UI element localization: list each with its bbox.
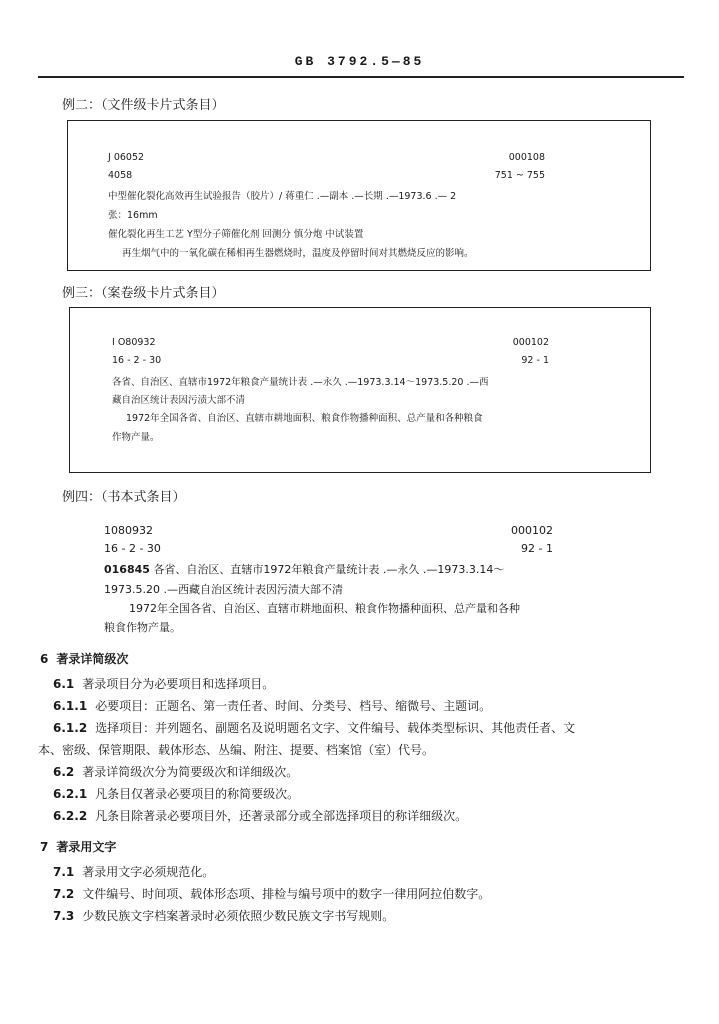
ex4-archive-number: 16 - 2 - 30 — [104, 542, 161, 555]
example-3-label: 例三：（案卷级卡片式条目） — [62, 286, 225, 301]
clause-6-1-number: 6.1 — [53, 677, 75, 691]
ex2-format-line: 张：16mm — [108, 210, 158, 221]
section-6-title: 著录详简级次 — [56, 652, 129, 666]
section-6-heading — [40, 650, 128, 667]
ex4-entry-number: 016845 — [104, 563, 150, 576]
clause-6-1-2 — [53, 719, 575, 736]
ex3-archive-number: 16 - 2 - 30 — [112, 355, 162, 366]
section-7-title: 著录用文字 — [56, 840, 117, 854]
section-7-heading — [40, 838, 116, 855]
section-6-number: 6 — [40, 652, 49, 666]
clause-6-2-1-number: 6.2.1 — [53, 787, 88, 801]
ex4-abstract-1: 1972年全国各省、自治区、直辖市耕地面积、粮食作物播种面积、总产量和各种 — [129, 602, 520, 615]
clause-7-3-text: 少数民族文字档案著录时必须依照少数民族文字书写规则。 — [82, 909, 395, 923]
ex2-abstract: 再生烟气中的一氧化碳在稀相再生器燃烧时，温度及停留时间对其燃烧反应的影响。 — [122, 248, 474, 259]
page-header: GB 3792.5—85 — [294, 54, 425, 69]
ex3-abstract-2: 作物产量。 — [112, 432, 160, 443]
example-2-label: 例二：（文件级卡片式条目） — [62, 98, 225, 113]
ex3-note-line: 藏自治区统计表因污渍大部不清 — [112, 395, 246, 406]
ex3-abstract-1: 1972年全国各省、自治区、直辖市耕地面积、粮食作物播种面积、总产量和各种粮食 — [126, 413, 483, 424]
clause-7-2-number: 7.2 — [53, 887, 75, 901]
ex2-archive-number: 4058 — [108, 170, 133, 181]
clause-6-1-text: 著录项目分为必要项目和选择项目。 — [82, 677, 275, 691]
example-3-card — [69, 307, 651, 473]
clause-6-2-number: 6.2 — [53, 765, 75, 779]
ex2-film-number: 000108 — [508, 152, 545, 163]
clause-6-2-2-text: 凡条目除著录必要项目外，还著录部分或全部选择项目的称详细级次。 — [95, 809, 468, 823]
ex3-item-range: 92 - 1 — [521, 355, 549, 366]
ex3-film-number: 000102 — [512, 337, 549, 348]
clause-7-1 — [53, 863, 214, 880]
ex2-title-line: 中型催化裂化高效再生试验报告（胶片）/ 蒋重仁 .—副本 .—长期 .—1973.6 .— 2 — [108, 191, 457, 202]
clause-6-2-1 — [53, 785, 299, 802]
clause-6-2-2 — [53, 807, 467, 824]
clause-7-2-text: 文件编号、时间项、载体形态项、排检与编号项中的数字一律用阿拉伯数字。 — [82, 887, 491, 901]
clause-6-1 — [53, 675, 274, 692]
ex4-title-text: 各省、自治区、直辖市1972年粮食产量统计表 .—永久 .—1973.3.14～ — [153, 563, 505, 576]
clause-6-1-2-number: 6.1.2 — [53, 721, 88, 735]
ex4-abstract-2: 粮食作物产量。 — [104, 621, 181, 634]
ex3-title-line: 各省、自治区、直辖市1972年粮食产量统计表 .—永久 .—1973.3.14～1973.5.20 .—西 — [112, 377, 489, 388]
clause-6-1-1-text: 必要项目：正题名、第一责任者、时间、分类号、档号、缩微号、主题词。 — [95, 699, 492, 713]
clause-7-2 — [53, 885, 490, 902]
clause-7-1-number: 7.1 — [53, 865, 75, 879]
ex4-note-line: 1973.5.20 .—西藏自治区统计表因污渍大部不清 — [104, 583, 343, 596]
clause-6-1-2-text: 选择项目：并列题名、副题名及说明题名文字、文件编号、载体类型标识、其他责任者、文 — [95, 721, 576, 735]
clause-7-3 — [53, 907, 394, 924]
clause-6-2 — [53, 763, 298, 780]
ex2-subject-terms: 催化裂化再生工艺 Y型分子筛催化剂 回测分 慎分炮 中试装置 — [108, 229, 364, 240]
ex3-call-number: I O80932 — [112, 337, 156, 348]
clause-6-1-2-continued: 本、密级、保管期限、载体形态、丛编、附注、提要、档案馆（室）代号。 — [38, 743, 435, 757]
header-rule — [38, 76, 684, 78]
clause-6-1-1 — [53, 697, 491, 714]
clause-6-2-1-text: 凡条目仅著录必要项目的称简要级次。 — [95, 787, 300, 801]
clause-6-2-2-number: 6.2.2 — [53, 809, 88, 823]
example-4-label: 例四：（书本式条目） — [62, 490, 186, 505]
ex4-title-line — [104, 561, 504, 577]
clause-6-1-1-number: 6.1.1 — [53, 699, 88, 713]
ex4-item-range: 92 - 1 — [521, 542, 553, 555]
ex2-item-range: 751 ~ 755 — [494, 170, 545, 181]
ex4-call-number: 1080932 — [104, 524, 153, 537]
clause-7-3-number: 7.3 — [53, 909, 75, 923]
clause-6-2-text: 著录详简级次分为简要级次和详细级次。 — [82, 765, 299, 779]
clause-7-1-text: 著录用文字必须规范化。 — [82, 865, 215, 879]
ex2-call-number: J 06052 — [108, 152, 145, 163]
section-7-number: 7 — [40, 840, 49, 854]
ex4-film-number: 000102 — [511, 524, 553, 537]
